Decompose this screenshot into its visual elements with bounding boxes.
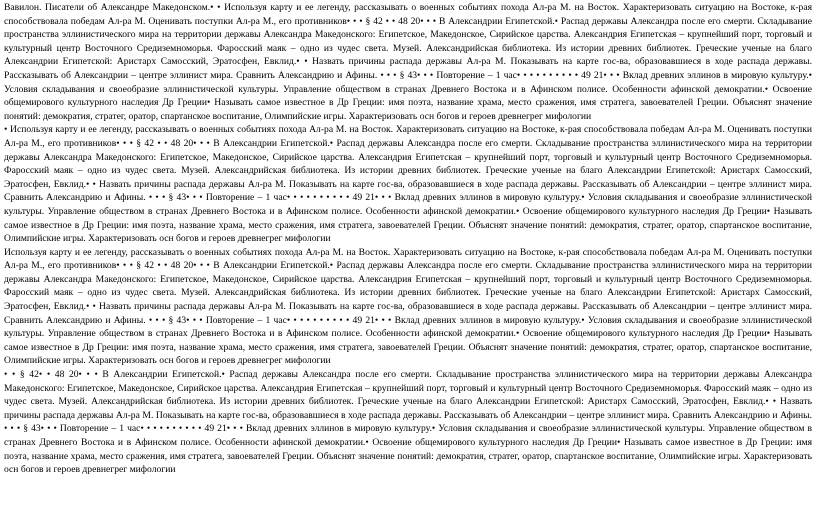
text-block-4: • • § 42• • 48 20• • • В Александрии Египетской.• Распад державы Александра после его смерти. Складывание пространства эллинистического мира на территории державы Александра Македонского: Египетское, Македонское, Сирийское царства. Александрия Египетская – крупнейший порт, торговый и культурный центр Восточного Средиземноморья. Фаросский маяк – одно из чудес света. Музей. Александрийская библиотека. Из истории древних библиотек. Греческие ученые на благо Александрии Египетской: Аристарх Самосский, Эратосфен, Евклид.• • Назвать причины распада державы Ал-ра М. Показывать на карте гос-ва, образовавшиеся в ходе распада державы. Рассказывать об Александрии – центре эллинист мира. Сравнить Александрию и Афины. • • • § 43• • • Повторение – 1 час• • • • • • • • • • 49 21• • • Вклад древних эллинов в мировую культуру.• Условия складывания и своеобразие эллинистической культуры. Управление обществом в странах Древнего Востока и в Афинском полисе. Особенности афинской демократии.• Освоение общемирового культурного наследия Др Греции• Называть самое известное в Др Греции: имя поэта, название храма, место сражения, имя стратега, завоевателей Греции. Объяснят значение понятий: демократия, стратег, оратор, спартанское воспитание, Олимпийские игры. Характеризовать осн богов и героев древнегрег мифологии <box>4 369 812 476</box>
text-block-1: Вавилон. Писатели об Александре Македонском.• • Используя карту и ее легенду, рассказывать о военных событиях похода Ал-ра М. на Восток. Характеризовать ситуацию на Востоке, к-рая способствовала победам Ал-ра М. Оценивать поступки Ал-ра М., его противников• • • § 42 • • 48 20• • • В Александрии Египетской.• Распад державы Александра после его смерти. Складывание пространства эллинистического мира на территории державы Александра Македонского: Египетское, Македонское, Сирийское царства. Александрия Египетская – крупнейший порт, торговый и культурный центр Восточного Средиземноморья. Фаросский маяк – одно из чудес света. Музей. Александрийская библиотека. Из истории древних библиотек. Греческие ученые на благо Александрии Египетской: Аристарх Самосский, Эратосфен, Евклид.• • Назвать причины распада державы Ал-ра М. Показывать на карте гос-ва, образовавшиеся в ходе распада державы. Рассказывать об Александрии – центре эллинист мира. Сравнить Александрию и Афины. • • • § 43• • • Повторение – 1 час• • • • • • • • • • 49 21• • • Вклад древних эллинов в мировую культуру.• Условия складывания и своеобразие эллинистической культуры. Управление обществом в странах Древнего Востока и в Афинском полисе. Особенности афинской демократии.• Освоение общемирового культурного наследия Др Греции• Называть самое известное в Др Греции: имя поэта, название храма, место сражения, имя стратега, завоевателей Греции. Объяснят значение понятий: демократия, стратег, оратор, спартанское воспитание, Олимпийские игры. Характеризовать осн богов и героев древнегрег мифологии <box>4 2 812 122</box>
text-block-3: Используя карту и ее легенду, рассказывать о военных событиях похода Ал-ра М. на Восток. Характеризовать ситуацию на Востоке, к-рая способствовала победам Ал-ра М. Оценивать поступки Ал-ра М., его противников• • • § 42 • • 48 20• • • В Александрии Египетской.• Распад державы Александра после его смерти. Складывание пространства эллинистического мира на территории державы Александра Македонского: Египетское, Македонское, Сирийское царства. Александрия Египетская – крупнейший порт, торговый и культурный центр Восточного Средиземноморья. Фаросский маяк – одно из чудес света. Музей. Александрийская библиотека. Из истории древних библиотек. Греческие ученые на благо Александрии Египетской: Аристарх Самосский, Эратосфен, Евклид.• • Назвать причины распада державы Ал-ра М. Показывать на карте гос-ва, образовавшиеся в ходе распада державы. Рассказывать об Александрии – центре эллинист мира. Сравнить Александрию и Афины. • • • § 43• • • Повторение – 1 час• • • • • • • • • • 49 21• • • Вклад древних эллинов в мировую культуру.• Условия складывания и своеобразие эллинистической культуры. Управление обществом в странах Древнего Востока и в Афинском полисе. Особенности афинской демократии.• Освоение общемирового культурного наследия Др Греции• Называть самое известное в Др Греции: имя поэта, название храма, место сражения, имя стратега, завоевателей Греции. Объяснят значение понятий: демократия, стратег, оратор, спартанское воспитание, Олимпийские игры. Характеризовать осн богов и героев древнегрег мифологии <box>4 246 812 367</box>
text-block-2: • Используя карту и ее легенду, рассказывать о военных событиях похода Ал-ра М. на Восток. Характеризовать ситуацию на Востоке, к-рая способствовала победам Ал-ра М. Оценивать поступки Ал-ра М., его противников• • • § 42 • • 48 20• • • В Александрии Египетской.• Распад державы Александра после его смерти. Складывание пространства эллинистического мира на территории державы Александра Македонского: Египетское, Македонское, Сирийское царства. Александрия Египетская – крупнейший порт, торговый и культурный центр Восточного Средиземноморья. Фаросский маяк – одно из чудес света. Музей. Александрийская библиотека. Из истории древних библиотек. Греческие ученые на благо Александрии Египетской: Аристарх Самосский, Эратосфен, Евклид.• • Назвать причины распада державы Ал-ра М. Показывать на карте гос-ва, образовавшиеся в ходе распада державы. Рассказывать об Александрии – центре эллинист мира. Сравнить Александрию и Афины. • • • § 43• • • Повторение – 1 час• • • • • • • • • • 49 21• • • Вклад древних эллинов в мировую культуру.• Условия складывания и своеобразие эллинистической культуры. Управление обществом в странах Древнего Востока и в Афинском полисе. Особенности афинской демократии.• Освоение общемирового культурного наследия Др Греции• Называть самое известное в Др Греции: имя поэта, название храма, место сражения, имя стратега, завоевателей Греции. Объяснят значение понятий: демократия, стратег, оратор, спартанское воспитание, Олимпийские игры. Характеризовать осн богов и героев древнегрег мифологии <box>4 124 812 245</box>
